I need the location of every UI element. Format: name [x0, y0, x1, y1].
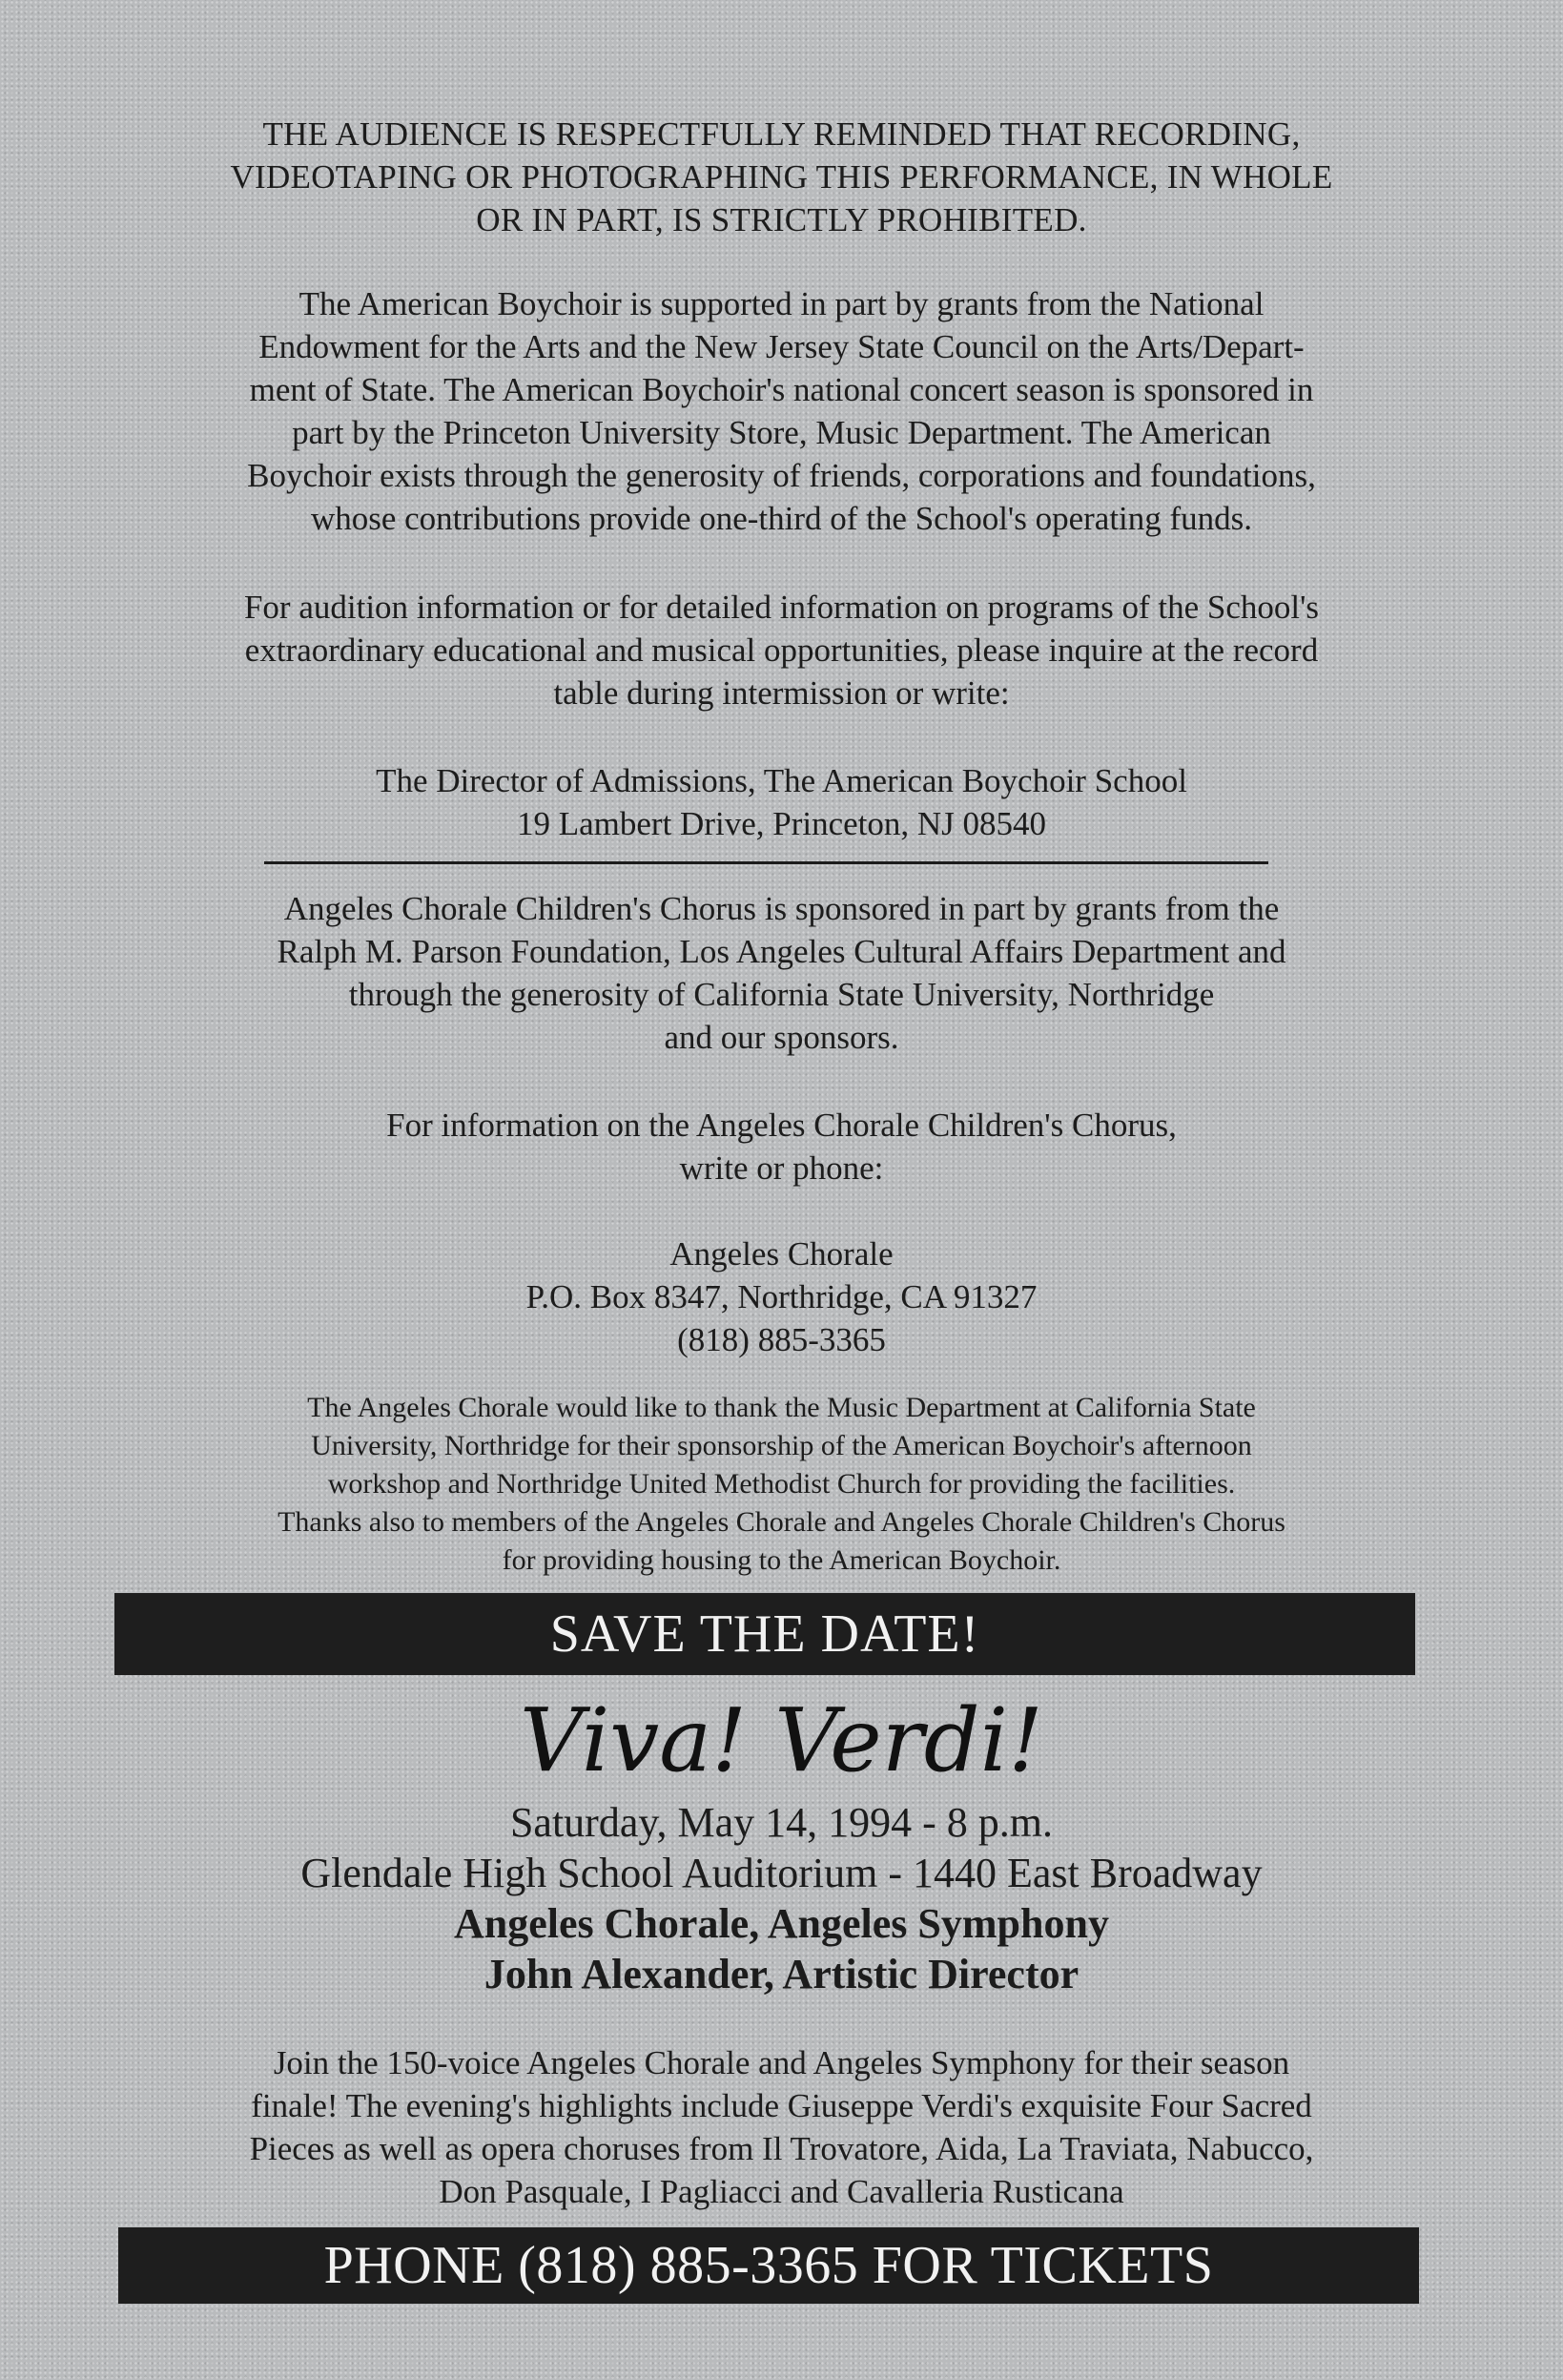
notice-line: VIDEOTAPING OR PHOTOGRAPHING THIS PERFORMANCE, IN WHOLE — [230, 158, 1333, 196]
support-line: Endowment for the Arts and the New Jersey State Council on the Arts/Depart- — [258, 328, 1305, 365]
thanks-line: Thanks also to members of the Angeles Chorale and Angeles Chorale Children's Chorus — [278, 1506, 1285, 1538]
support-line: whose contributions provide one-third of the School's operating funds. — [310, 500, 1253, 537]
event-performers: Angeles Chorale, Angeles Symphony — [454, 1900, 1109, 1947]
recording-notice — [105, 113, 1458, 241]
address-phone: (818) 885-3365 — [677, 1321, 886, 1358]
join-line: Join the 150-voice Angeles Chorale and Angeles Symphony for their season — [273, 2044, 1290, 2081]
chorus-info-paragraph — [105, 1104, 1458, 1190]
event-title: Viva! Verdi! — [520, 1689, 1043, 1791]
audition-info-paragraph — [105, 586, 1458, 714]
support-line: The American Boychoir is supported in part by grants from the National — [298, 285, 1265, 322]
boychoir-support-paragraph — [105, 282, 1458, 540]
event-venue: Glendale High School Auditorium - 1440 East Broadway — [300, 1850, 1263, 1896]
notice-line: THE AUDIENCE IS RESPECTFULLY REMINDED THAT RECORDING, — [262, 115, 1301, 153]
join-line: Pieces as well as opera choruses from Il Trovatore, Aida, La Traviata, Nabucco, — [249, 2130, 1314, 2167]
thanks-line: workshop and Northridge United Methodist Church for providing the facilities. — [327, 1468, 1236, 1500]
chorus-line: through the generosity of California State University, Northridge — [348, 976, 1215, 1013]
tickets-phone-banner: PHONE (818) 885-3365 FOR TICKETS — [118, 2227, 1419, 2304]
chorus-line: Ralph M. Parson Foundation, Los Angeles Cultural Affairs Department and — [277, 933, 1286, 970]
support-line: ment of State. The American Boychoir's national concert season is sponsored in — [249, 371, 1314, 408]
chorale-address — [105, 1232, 1458, 1361]
join-line: Don Pasquale, I Pagliacci and Cavalleria Rusticana — [439, 2173, 1124, 2210]
save-the-date-banner: SAVE THE DATE! — [114, 1593, 1415, 1675]
thanks-line: The Angeles Chorale would like to thank the Music Department at California State — [307, 1392, 1256, 1423]
thanks-line: for providing housing to the American Boychoir. — [502, 1544, 1061, 1576]
join-line: finale! The evening's highlights include Giuseppe Verdi's exquisite Four Sacred — [251, 2087, 1312, 2124]
thanks-paragraph — [105, 1389, 1458, 1580]
info-line: write or phone: — [679, 1149, 884, 1187]
event-details — [105, 1797, 1458, 1999]
audition-line: For audition information or for detailed information on programs of the School's — [243, 589, 1320, 626]
audition-line: extraordinary educational and musical opportunities, please inquire at the record — [244, 631, 1319, 669]
chorus-line: and our sponsors. — [664, 1019, 899, 1056]
admissions-line: 19 Lambert Drive, Princeton, NJ 08540 — [516, 805, 1047, 842]
address-line: Angeles Chorale — [669, 1235, 894, 1273]
support-line: Boychoir exists through the generosity of friends, corporations and foundations, — [247, 457, 1316, 494]
info-line: For information on the Angeles Chorale Children's Chorus, — [386, 1107, 1177, 1144]
event-description — [105, 2041, 1458, 2213]
thanks-line: University, Northridge for their sponsorship of the American Boychoir's afternoon — [311, 1430, 1252, 1461]
event-date: Saturday, May 14, 1994 - 8 p.m. — [509, 1799, 1054, 1846]
childrens-chorus-paragraph — [105, 887, 1458, 1059]
chorus-line: Angeles Chorale Children's Chorus is sponsored in part by grants from the — [283, 890, 1280, 927]
admissions-address — [105, 759, 1458, 845]
section-divider — [264, 861, 1268, 864]
admissions-line: The Director of Admissions, The American Boychoir School — [376, 762, 1187, 799]
notice-line: OR IN PART, IS STRICTLY PROHIBITED. — [476, 201, 1087, 238]
audition-line: table during intermission or write: — [553, 674, 1010, 712]
event-director: John Alexander, Artistic Director — [483, 1951, 1080, 1997]
support-line: part by the Princeton University Store, Music Department. The American — [292, 414, 1271, 451]
address-line: P.O. Box 8347, Northridge, CA 91327 — [525, 1278, 1038, 1315]
